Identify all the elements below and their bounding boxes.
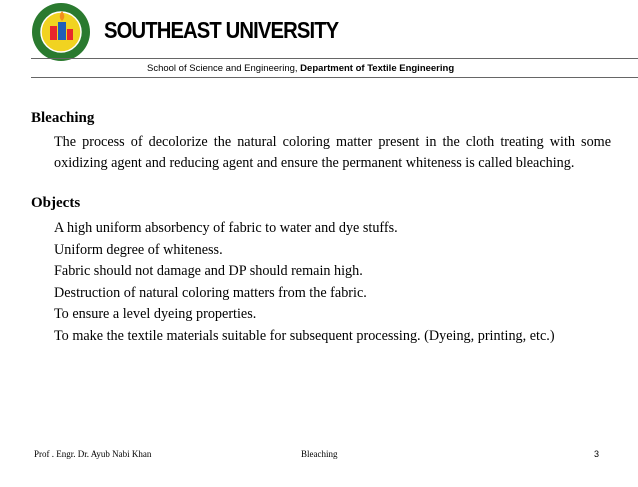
header-rule-top bbox=[31, 58, 638, 59]
list-item: Fabric should not damage and DP should remain high. bbox=[54, 263, 363, 279]
school-name: School of Science and Engineering, bbox=[147, 63, 298, 74]
university-name: SOUTHEAST UNIVERSITY bbox=[104, 17, 339, 43]
footer-author: Prof . Engr. Dr. Ayub Nabi Khan bbox=[34, 449, 152, 459]
page-number: 3 bbox=[594, 449, 600, 459]
school-department-line bbox=[147, 63, 454, 74]
objects-heading: Objects bbox=[31, 195, 81, 211]
bleaching-definition: The process of decolorize the natural coloring matter present in the cloth treating with some oxidizing agent and reducing agent and ensure the permanent whiteness is called bleaching. bbox=[54, 134, 611, 171]
list-item: To ensure a level dyeing properties. bbox=[54, 306, 257, 322]
header-rule-bottom bbox=[31, 77, 638, 78]
list-item: To make the textile materials suitable for subsequent processing. (Dyeing, printing, etc.) bbox=[54, 327, 555, 344]
slide-content bbox=[31, 108, 611, 347]
footer-topic: Bleaching bbox=[301, 449, 338, 459]
university-logo bbox=[31, 2, 91, 62]
bleaching-heading: Bleaching bbox=[31, 110, 95, 126]
list-item: Uniform degree of whiteness. bbox=[54, 241, 223, 258]
department-name: Department of Textile Engineering bbox=[300, 63, 455, 74]
list-item: A high uniform absorbency of fabric to water and dye stuffs. bbox=[54, 220, 398, 236]
objects-list bbox=[54, 218, 611, 347]
list-item: Destruction of natural coloring matters from the fabric. bbox=[54, 284, 367, 301]
